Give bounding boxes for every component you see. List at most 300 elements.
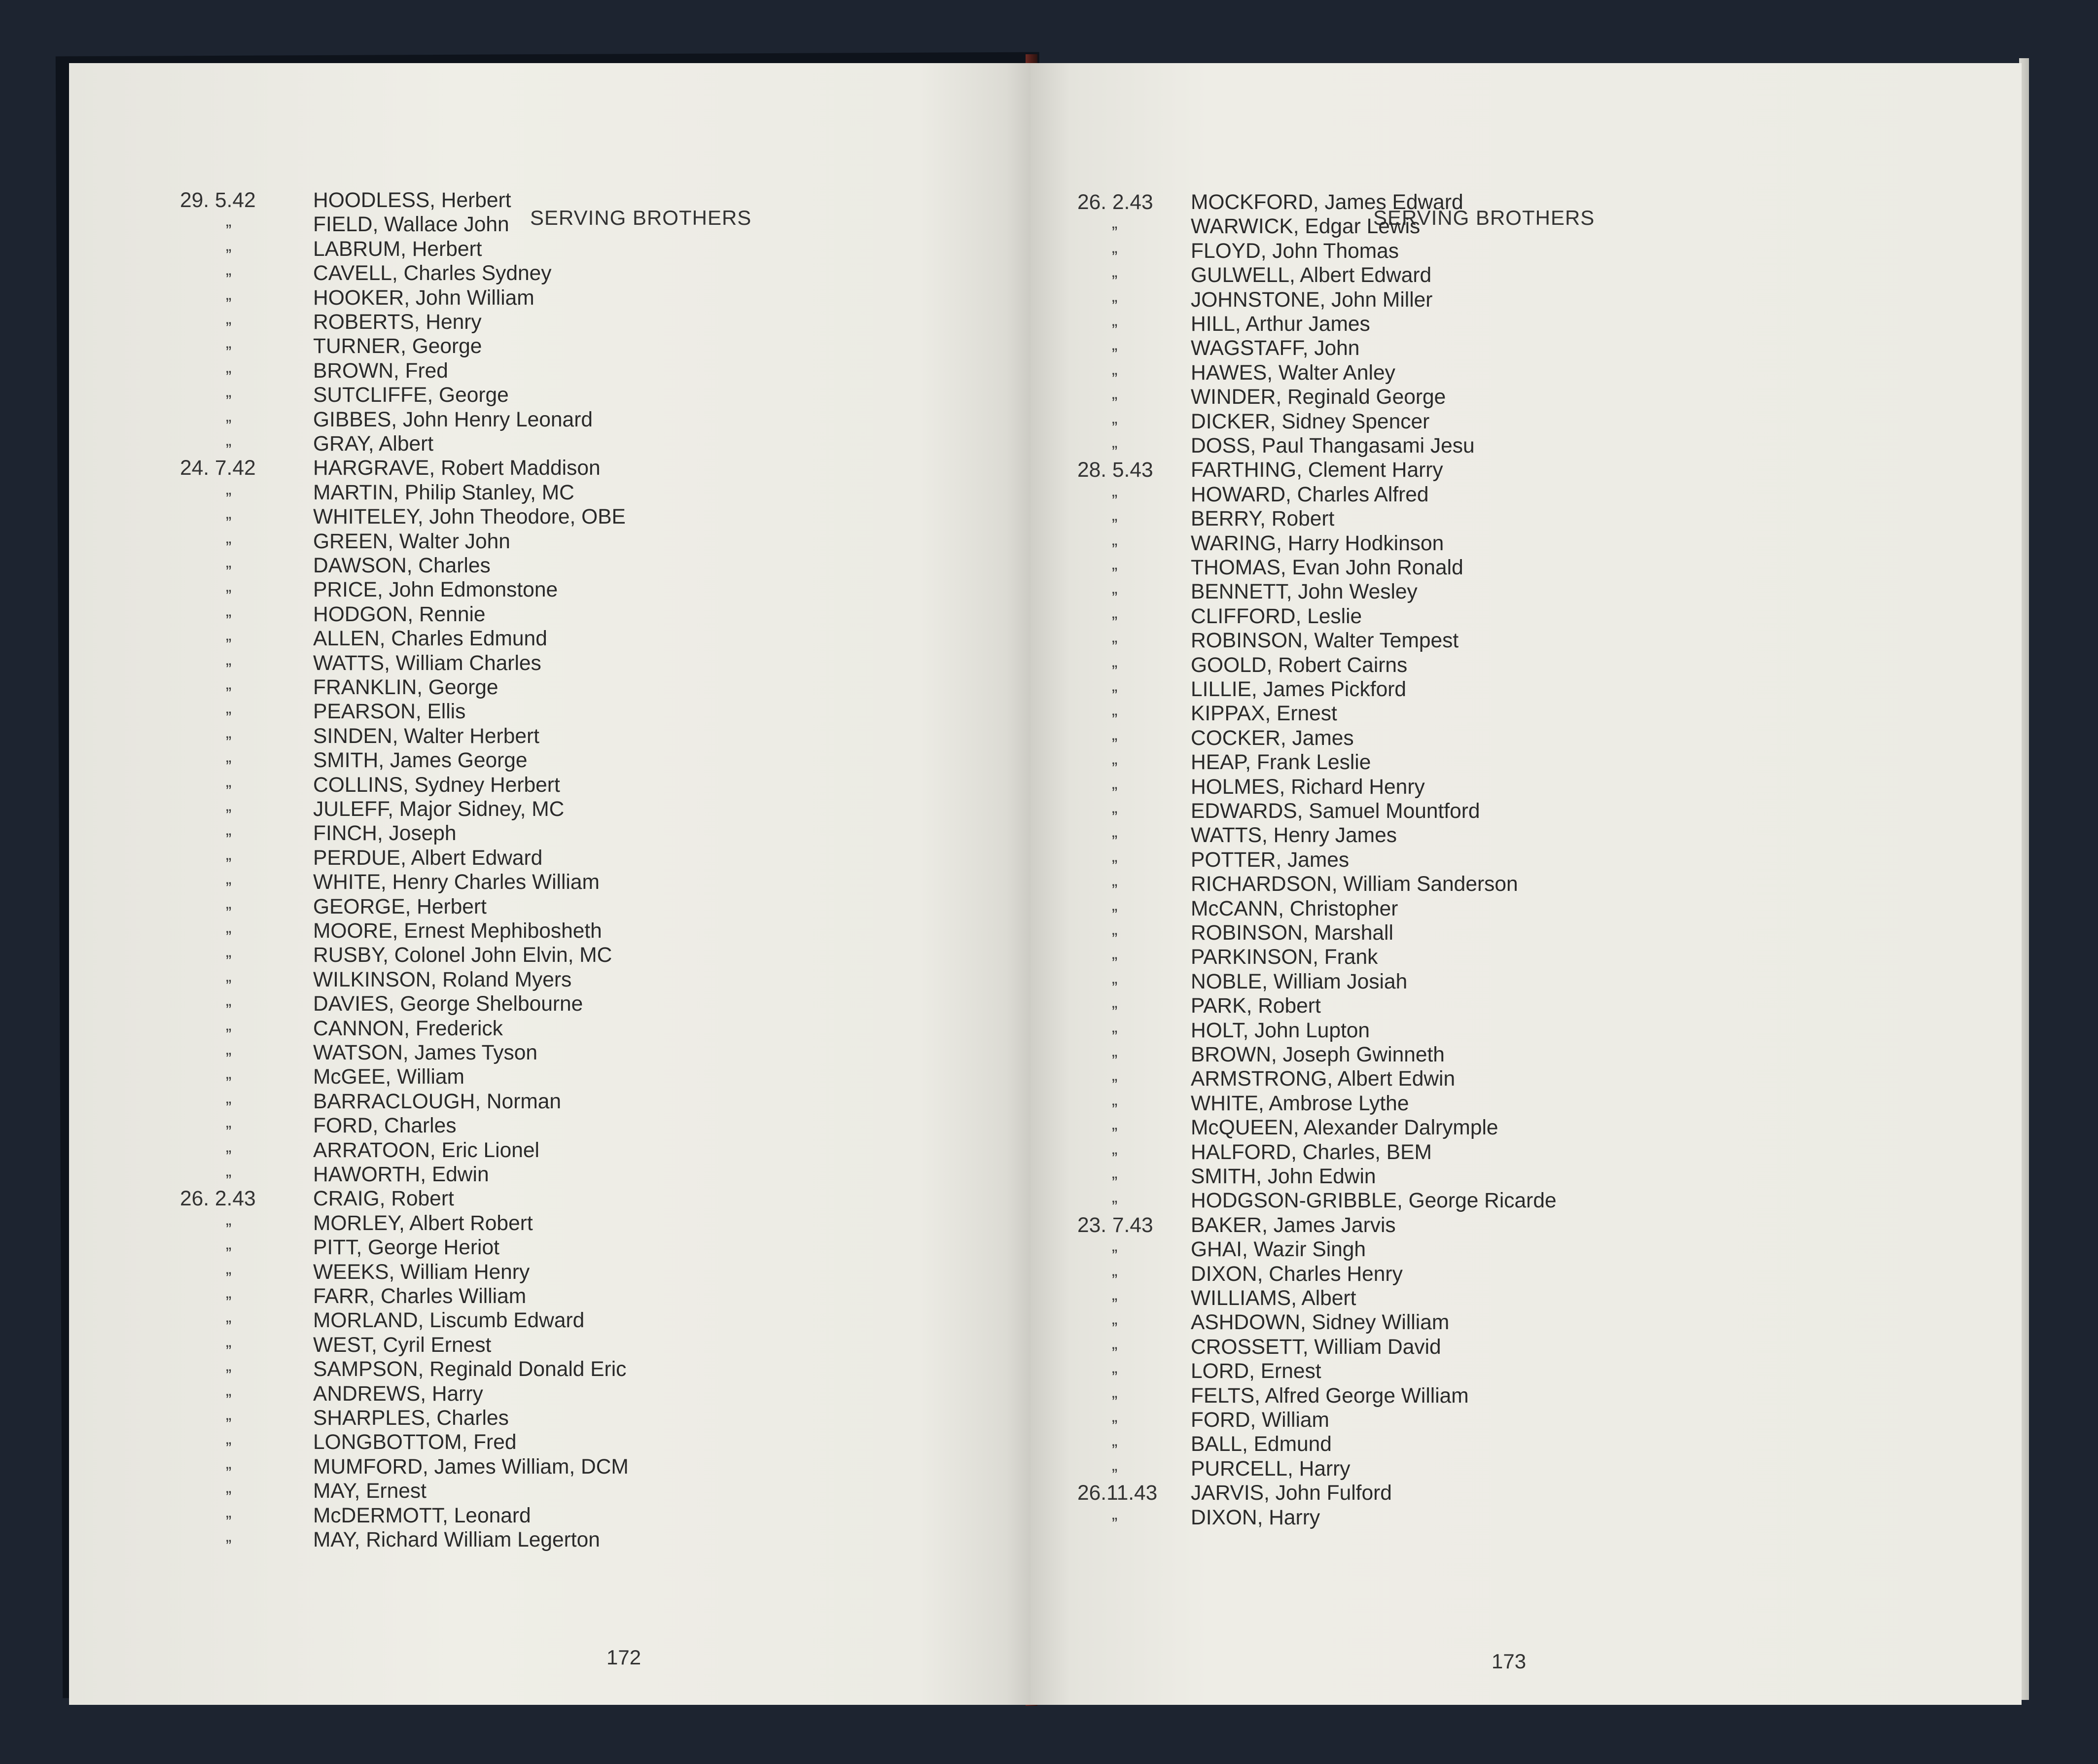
entry-date: ”	[1112, 1198, 1118, 1217]
entry-list	[1031, 63, 2022, 1705]
entry-name: SMITH, John Edwin	[1191, 1165, 1376, 1188]
entry-name: FIELD, Wallace John	[313, 213, 509, 237]
entry-name: RICHARDSON, William Sanderson	[1191, 873, 1518, 896]
entry-name: HOLMES, Richard Henry	[1191, 775, 1425, 799]
entry-date: ”	[226, 976, 232, 995]
entry-name: DOSS, Paul Thangasami Jesu	[1191, 434, 1475, 458]
entry-date: ”	[1112, 321, 1118, 340]
entry-date: ”	[1112, 1052, 1118, 1070]
entry-name: ROBINSON, Walter Tempest	[1191, 629, 1459, 653]
entry-name: GHAI, Wazir Singh	[1191, 1238, 1366, 1262]
page-header: SERVING BROTHERS	[1373, 206, 1595, 229]
entry-row	[69, 773, 1035, 801]
entry-name: JARVIS, John Fulford	[1191, 1482, 1392, 1505]
entry-date: ”	[226, 1098, 232, 1117]
entry-name: MORLAND, Liscumb Edward	[313, 1309, 585, 1333]
entry-name: CRAIG, Robert	[313, 1187, 454, 1211]
entry-date: ”	[226, 1025, 232, 1044]
entry-date: ”	[1112, 1003, 1118, 1022]
entry-date: ”	[1112, 540, 1118, 559]
entry-name: MUMFORD, James William, DCM	[313, 1455, 629, 1479]
left-page	[69, 63, 1035, 1705]
entry-row	[1031, 1043, 2022, 1070]
entry-row	[69, 188, 1035, 213]
entry-row	[1031, 1140, 2022, 1168]
entry-row	[69, 408, 1035, 435]
entry-row	[1031, 1506, 2022, 1533]
entry-date: ”	[1112, 881, 1118, 900]
entry-date: ”	[1112, 759, 1118, 778]
entry-row	[1031, 263, 2022, 291]
entry-date: ”	[226, 660, 232, 679]
entry-date: ”	[226, 635, 232, 655]
entry-name: McDERMOTT, Leonard	[313, 1504, 531, 1527]
entry-row	[1031, 629, 2022, 657]
entry-date: ”	[226, 1463, 232, 1482]
entry-name: McCANN, Christopher	[1191, 897, 1398, 920]
entry-date: ”	[1112, 930, 1118, 949]
entry-date: ”	[226, 1123, 232, 1142]
entry-date: ”	[226, 489, 232, 508]
entry-row	[1031, 677, 2022, 705]
entry-row	[69, 310, 1035, 338]
entry-row	[1031, 1189, 2022, 1217]
entry-date: ”	[1112, 905, 1118, 924]
entry-date: ”	[1112, 1343, 1118, 1363]
entry-row	[1031, 531, 2022, 559]
page-number: 173	[1492, 1650, 1527, 1673]
entry-row	[69, 1187, 1035, 1211]
page-header: SERVING BROTHERS	[530, 206, 752, 229]
entry-row	[1031, 775, 2022, 803]
entry-name: KIPPAX, Ernest	[1191, 702, 1337, 726]
entry-name: FRANKLIN, George	[313, 676, 498, 699]
entry-name: GRAY, Albert	[313, 432, 434, 456]
entry-date: ”	[226, 757, 232, 776]
entry-row	[1031, 1019, 2022, 1046]
entry-name: PITT, George Heriot	[313, 1236, 499, 1260]
entry-date: ”	[1112, 832, 1118, 851]
entry-name: McQUEEN, Alexander Dalrymple	[1191, 1116, 1498, 1140]
entry-name: BAKER, James Jarvis	[1191, 1213, 1396, 1237]
entry-name: WATSON, James Tyson	[313, 1041, 538, 1064]
entry-date: ”	[1112, 394, 1118, 413]
entry-row	[69, 1528, 1035, 1555]
entry-date: ”	[1112, 686, 1118, 705]
entry-date: ”	[226, 1341, 232, 1361]
entry-name: WINDER, Reginald George	[1191, 386, 1446, 409]
entry-row	[1031, 872, 2022, 900]
entry-date: ”	[1112, 491, 1118, 510]
entry-date: ”	[1112, 1149, 1118, 1168]
entry-row	[1031, 288, 2022, 316]
entry-name: PERDUE, Albert Edward	[313, 846, 543, 870]
entry-name: HAWORTH, Edwin	[313, 1163, 489, 1186]
entry-name: GEORGE, Herbert	[313, 895, 487, 918]
entry-name: ANDREWS, Harry	[313, 1382, 483, 1406]
entry-date: ”	[1112, 808, 1118, 827]
entry-row	[69, 554, 1035, 581]
entry-row	[69, 286, 1035, 314]
entry-row	[69, 895, 1035, 922]
entry-name: WATTS, Henry James	[1191, 824, 1397, 847]
entry-name: HODGSON-GRIBBLE, George Ricarde	[1191, 1189, 1557, 1213]
entry-row	[1031, 190, 2022, 215]
entry-row	[1031, 653, 2022, 681]
entry-date: ”	[1112, 1319, 1118, 1339]
entry-row	[69, 1284, 1035, 1312]
entry-date: ”	[226, 367, 232, 387]
entry-row	[69, 1260, 1035, 1288]
entry-row	[69, 1017, 1035, 1044]
entry-row	[69, 383, 1035, 411]
entry-date: ”	[226, 903, 232, 922]
entry-row	[1031, 1286, 2022, 1314]
entry-date: ”	[1112, 1125, 1118, 1144]
entry-name: CLIFFORD, Leslie	[1191, 604, 1362, 628]
entry-date: ”	[1112, 1465, 1118, 1484]
entry-row	[1031, 1457, 2022, 1482]
entry-date: ”	[226, 246, 232, 265]
entry-date: 24. 7.42	[180, 457, 256, 480]
entry-date: ”	[1112, 613, 1118, 632]
entry-name: WEEKS, William Henry	[313, 1260, 530, 1284]
entry-row	[1031, 726, 2022, 754]
entry-name: MOCKFORD, James Edward	[1191, 191, 1463, 214]
entry-name: BROWN, Joseph Gwinneth	[1191, 1043, 1445, 1066]
entry-date: ”	[1112, 1295, 1118, 1314]
entry-row	[69, 481, 1035, 508]
entry-date: ”	[1112, 1441, 1118, 1460]
entry-row	[1031, 1384, 2022, 1409]
entry-name: LILLIE, James Pickford	[1191, 678, 1406, 701]
entry-row	[1031, 921, 2022, 949]
entry-name: CANNON, Frederick	[313, 1017, 503, 1040]
entry-row	[1031, 1310, 2022, 1339]
entry-row	[1031, 507, 2022, 535]
entry-name: WILKINSON, Roland Myers	[313, 968, 572, 991]
entry-name: GOOLD, Robert Cairns	[1191, 653, 1408, 677]
entry-name: GULWELL, Albert Edward	[1191, 264, 1432, 287]
entry-date: ”	[226, 1512, 232, 1531]
entry-name: GREEN, Walter John	[313, 529, 510, 553]
entry-row	[69, 1455, 1035, 1480]
right-page	[1031, 63, 2022, 1705]
entry-name: SINDEN, Walter Herbert	[313, 724, 539, 748]
entry-row	[69, 334, 1035, 362]
entry-row	[1031, 361, 2022, 386]
entry-name: MORLEY, Albert Robert	[313, 1211, 533, 1235]
entry-row	[1031, 1335, 2022, 1363]
entry-name: HOODLESS, Herbert	[313, 189, 511, 212]
entry-row	[69, 651, 1035, 679]
entry-row	[69, 1235, 1035, 1264]
entry-row	[1031, 336, 2022, 364]
entry-name: DAVIES, George Shelbourne	[313, 992, 583, 1016]
entry-date: ”	[1112, 978, 1118, 997]
entry-date: ”	[1112, 1270, 1118, 1290]
entry-name: HODGON, Rennie	[313, 602, 486, 626]
entry-row	[1031, 1213, 2022, 1238]
entry-name: WHITELEY, John Theodore, OBE	[313, 505, 626, 529]
entry-name: HEAP, Frank Leslie	[1191, 751, 1371, 775]
entry-name: TURNER, George	[313, 335, 482, 358]
entry-date: ”	[226, 343, 232, 362]
entry-name: WHITE, Henry Charles William	[313, 871, 600, 894]
entry-row	[1031, 556, 2022, 583]
entry-date: ”	[1112, 296, 1118, 316]
entry-date: ”	[226, 563, 232, 581]
entry-row	[69, 870, 1035, 898]
entry-date: ”	[226, 708, 232, 728]
entry-row	[1031, 799, 2022, 827]
entry-name: ROBINSON, Marshall	[1191, 921, 1393, 945]
entry-name: JULEFF, Major Sidney, MC	[313, 798, 565, 821]
entry-row	[69, 505, 1035, 533]
entry-date: ”	[226, 319, 232, 338]
entry-date: ”	[1112, 1514, 1118, 1533]
entry-date: ”	[226, 1317, 232, 1337]
entry-name: HAWES, Walter Anley	[1191, 361, 1395, 385]
entry-date: ”	[1112, 418, 1118, 437]
entry-row	[69, 821, 1035, 849]
entry-date: ”	[1112, 662, 1118, 681]
entry-row	[69, 1041, 1035, 1068]
entry-name: SUTCLIFFE, George	[313, 384, 509, 407]
entry-date: 26. 2.43	[1077, 191, 1153, 214]
entry-name: POTTER, James	[1191, 848, 1350, 872]
entry-name: THOMAS, Evan John Ronald	[1191, 556, 1463, 579]
entry-row	[1031, 1432, 2022, 1460]
entry-name: COLLINS, Sydney Herbert	[313, 773, 560, 797]
entry-date: ”	[226, 1488, 232, 1507]
entry-date: ”	[1112, 1246, 1118, 1266]
entry-date: ”	[1112, 369, 1118, 388]
entry-name: WEST, Cyril Ernest	[313, 1333, 492, 1357]
entry-name: ARRATOON, Eric Lionel	[313, 1138, 539, 1162]
entry-date: ”	[1112, 735, 1118, 754]
entry-date: ”	[226, 392, 232, 411]
entry-row	[69, 943, 1035, 971]
entry-date: ”	[1112, 443, 1118, 461]
entry-name: COCKER, James	[1191, 726, 1354, 750]
entry-date: ”	[226, 928, 232, 947]
entry-row	[69, 529, 1035, 557]
entry-date: 26.11.43	[1077, 1482, 1158, 1505]
entry-name: BALL, Edmund	[1191, 1433, 1332, 1456]
entry-row	[1031, 750, 2022, 778]
entry-row	[69, 748, 1035, 776]
entry-name: HARGRAVE, Robert Maddison	[313, 457, 601, 480]
entry-row	[1031, 385, 2022, 413]
entry-date: ”	[226, 806, 232, 825]
page-number: 172	[606, 1646, 641, 1669]
entry-date: ”	[1112, 589, 1118, 608]
entry-date: ”	[1112, 856, 1118, 876]
entry-row	[69, 1382, 1035, 1410]
entry-name: DIXON, Charles Henry	[1191, 1262, 1403, 1286]
entry-name: FORD, William	[1191, 1409, 1329, 1432]
entry-date: ”	[226, 1415, 232, 1434]
entry-date: ”	[1112, 710, 1118, 730]
entry-name: SHARPLES, Charles	[313, 1407, 509, 1430]
entry-row	[69, 1308, 1035, 1337]
entry-name: RUSBY, Colonel John Elvin, MC	[313, 944, 612, 967]
entry-row	[1031, 410, 2022, 437]
entry-name: EDWARDS, Samuel Mountford	[1191, 800, 1480, 823]
entry-name: McGEE, William	[313, 1065, 464, 1089]
entry-name: GIBBES, John Henry Leonard	[313, 408, 593, 431]
entry-name: WAGSTAFF, John	[1191, 337, 1360, 360]
entry-name: SMITH, James George	[313, 749, 528, 773]
entry-row	[1031, 580, 2022, 608]
entry-name: HOLT, John Lupton	[1191, 1019, 1370, 1042]
entry-name: BENNETT, John Wesley	[1191, 580, 1418, 604]
entry-row	[69, 602, 1035, 630]
entry-date: ”	[226, 952, 232, 971]
entry-name: ALLEN, Charles Edmund	[313, 627, 547, 651]
entry-date: ”	[1112, 1100, 1118, 1119]
entry-date: ”	[226, 1001, 232, 1020]
entry-row	[69, 724, 1035, 752]
entry-row	[69, 261, 1035, 289]
entry-row	[69, 627, 1035, 655]
entry-row	[69, 359, 1035, 387]
entry-row	[69, 212, 1035, 241]
entry-date: ”	[226, 781, 232, 801]
entry-date: ”	[226, 587, 232, 606]
entry-name: FINCH, Joseph	[313, 822, 457, 846]
entry-name: CAVELL, Charles Sydney	[313, 262, 552, 285]
entry-date: ”	[1112, 783, 1118, 803]
entry-name: MAY, Richard William Legerton	[313, 1528, 600, 1552]
entry-name: MAY, Ernest	[313, 1480, 427, 1503]
entry-row	[69, 1211, 1035, 1239]
entry-row	[1031, 970, 2022, 997]
entry-row	[1031, 214, 2022, 243]
entry-row	[1031, 1408, 2022, 1436]
entry-date: ”	[226, 1050, 232, 1068]
entry-row	[69, 1430, 1035, 1458]
entry-name: ASHDOWN, Sidney William	[1191, 1311, 1450, 1335]
entry-row	[1031, 702, 2022, 730]
entry-name: CROSSETT, William David	[1191, 1335, 1441, 1359]
entry-name: NOBLE, William Josiah	[1191, 970, 1408, 993]
entry-row	[69, 1357, 1035, 1385]
entry-name: WILLIAMS, Albert	[1191, 1287, 1356, 1310]
entry-row	[1031, 434, 2022, 459]
entry-row	[1031, 312, 2022, 340]
entry-row	[1031, 1481, 2022, 1506]
entry-row	[1031, 897, 2022, 924]
entry-name: WARING, Harry Hodkinson	[1191, 531, 1444, 555]
entry-date: ”	[1112, 954, 1118, 973]
entry-name: FELTS, Alfred George William	[1191, 1384, 1469, 1408]
entry-date: ”	[1112, 247, 1118, 267]
entry-date: 26. 2.43	[180, 1187, 256, 1211]
entry-name: PARK, Robert	[1191, 994, 1321, 1018]
entry-row	[69, 846, 1035, 874]
entry-date: ”	[226, 1171, 232, 1190]
entry-row	[69, 700, 1035, 728]
entry-name: FARR, Charles William	[313, 1285, 527, 1308]
entry-date: ”	[1112, 1417, 1118, 1436]
entry-name: LORD, Ernest	[1191, 1360, 1321, 1383]
entry-name: PRICE, John Edmonstone	[313, 578, 558, 602]
entry-name: MOORE, Ernest Mephibosheth	[313, 919, 602, 943]
entry-row	[1031, 1262, 2022, 1290]
entry-date: ”	[226, 879, 232, 898]
entry-row	[69, 1333, 1035, 1361]
entry-row	[69, 1114, 1035, 1142]
entry-name: DICKER, Sidney Spencer	[1191, 410, 1430, 433]
entry-row	[1031, 1237, 2022, 1266]
entry-name: ARMSTRONG, Albert Edwin	[1191, 1067, 1456, 1091]
entry-name: BARRACLOUGH, Norman	[313, 1090, 562, 1113]
entry-name: FLOYD, John Thomas	[1191, 239, 1399, 263]
entry-name: HILL, Arthur James	[1191, 313, 1370, 336]
entry-row	[1031, 1359, 2022, 1387]
entry-row	[69, 1479, 1035, 1507]
entry-date: ”	[1112, 1173, 1118, 1192]
entry-date: 28. 5.43	[1077, 459, 1153, 482]
entry-row	[69, 237, 1035, 265]
entry-date: ”	[226, 1366, 232, 1385]
entry-row	[69, 1065, 1035, 1093]
entry-row	[69, 1163, 1035, 1190]
entry-row	[69, 578, 1035, 606]
entry-name: BROWN, Fred	[313, 359, 448, 383]
entry-date: ”	[226, 270, 232, 289]
entry-date: ”	[1112, 1076, 1118, 1095]
entry-date: ”	[226, 1074, 232, 1093]
entry-row	[69, 456, 1035, 481]
entry-date: ”	[226, 1220, 232, 1239]
entry-row	[1031, 823, 2022, 851]
entry-date: ”	[226, 538, 232, 557]
entry-date: ”	[226, 1293, 232, 1312]
entry-row	[69, 675, 1035, 703]
entry-date: ”	[226, 854, 232, 874]
entry-list	[69, 63, 1035, 1705]
entry-row	[1031, 994, 2022, 1022]
entry-row	[69, 1138, 1035, 1166]
entry-row	[1031, 604, 2022, 632]
entry-date: ”	[226, 611, 232, 630]
entry-name: DIXON, Harry	[1191, 1506, 1320, 1529]
entry-date: ”	[226, 1147, 232, 1166]
entry-row	[69, 432, 1035, 457]
entry-name: HALFORD, Charles, BEM	[1191, 1140, 1432, 1164]
entry-row	[1031, 848, 2022, 876]
entry-date: ”	[226, 733, 232, 752]
entry-name: WARWICK, Edgar Lewis	[1191, 215, 1421, 239]
entry-name: FORD, Charles	[313, 1114, 457, 1138]
entry-date: ”	[226, 416, 232, 435]
entry-date: ”	[226, 294, 232, 314]
entry-name: SAMPSON, Reginald Donald Eric	[313, 1358, 627, 1381]
entry-name: PURCELL, Harry	[1191, 1457, 1351, 1481]
entry-date: ”	[1112, 345, 1118, 364]
entry-date: ”	[226, 514, 232, 533]
entry-row	[69, 1090, 1035, 1117]
entry-row	[69, 1504, 1035, 1531]
entry-row	[69, 797, 1035, 825]
entry-date: 23. 7.43	[1077, 1213, 1153, 1237]
entry-row	[69, 919, 1035, 947]
entry-name: DAWSON, Charles	[313, 554, 491, 577]
entry-date: ”	[1112, 564, 1118, 583]
